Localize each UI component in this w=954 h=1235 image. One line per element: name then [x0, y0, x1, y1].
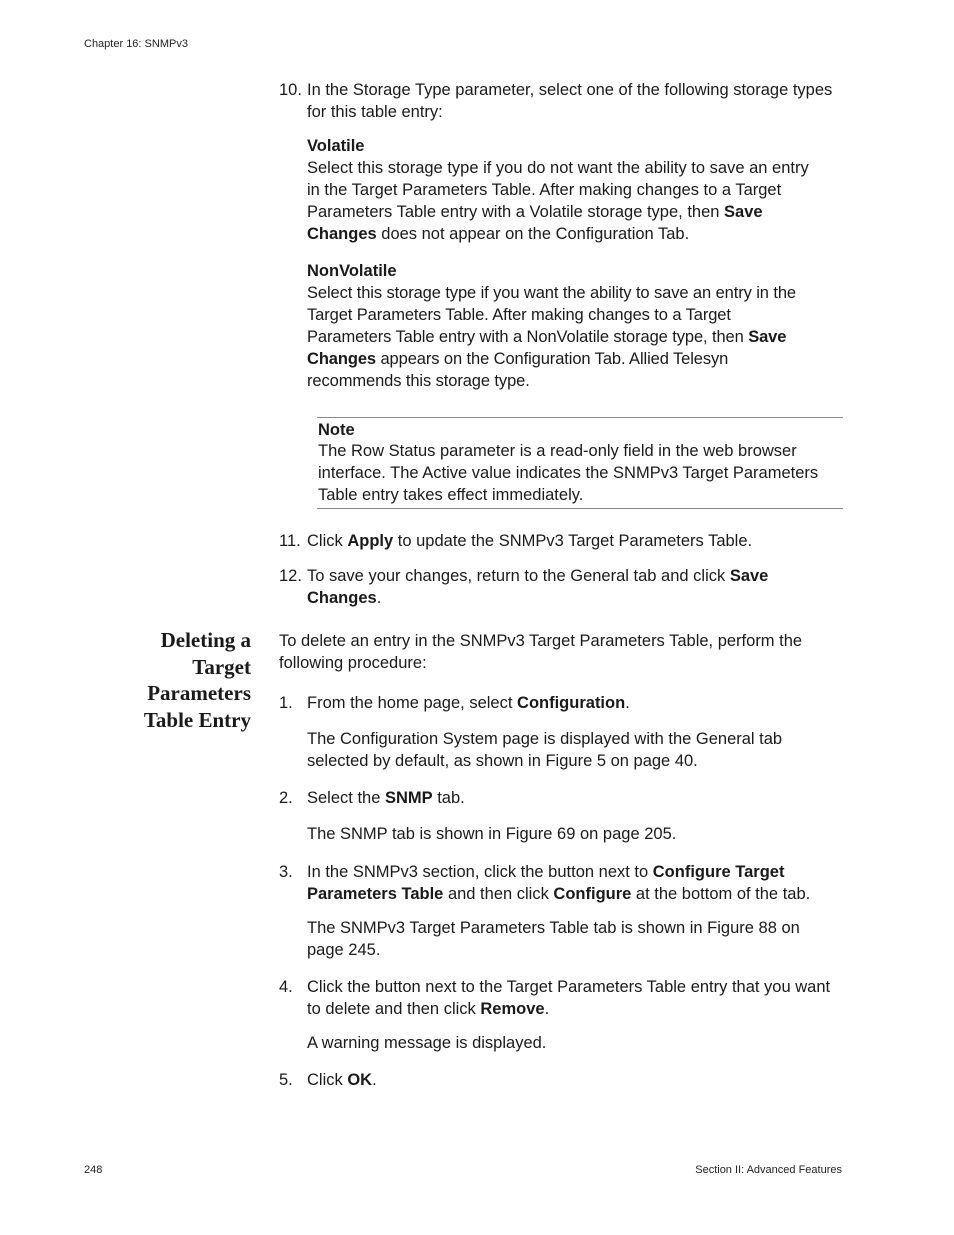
step-11-number: 11. — [279, 532, 301, 550]
page-number: 248 — [84, 1164, 103, 1176]
proc-step-2-result: The SNMP tab is shown in Figure 69 on page 205. — [307, 825, 677, 843]
section-intro: To delete an entry in the SNMPv3 Target Parameters Table, perform the following procedure: — [279, 632, 803, 672]
proc-step-3-number: 3. — [279, 863, 293, 881]
step-12-number: 12. — [279, 567, 302, 585]
note-text: The Row Status parameter is a read-only field in the web browser interface. The Active value indicates the SNMPv3 Target Parameters Table entry takes effect immediately. — [318, 442, 819, 504]
proc-step-1-text: From the home page, select Configuration. — [307, 694, 630, 712]
proc-step-5-number: 5. — [279, 1071, 293, 1089]
proc-step-4-number: 4. — [279, 978, 293, 996]
nonvolatile-description: Select this storage type if you want the ability to save an entry in the Target Parameters Table. After making changes to a Target Parameters Table entry with a NonVolatile storage type, then Save Changes appears on the Configuration Tab. Allied Telesyn recommends this storage type. — [307, 284, 796, 390]
step-10-number: 10. — [279, 81, 302, 99]
volatile-description: Select this storage type if you do not want the ability to save an entry in the Target Parameters Table. After making changes to a Target Parameters Table entry with a Volatile storage type, then Save Changes does not appear on the Configuration Tab. — [307, 159, 809, 243]
step-11-text: Click Apply to update the SNMPv3 Target Parameters Table. — [307, 532, 753, 550]
proc-step-2-text: Select the SNMP tab. — [307, 789, 465, 807]
note-box — [317, 417, 843, 509]
proc-step-1-result: The Configuration System page is displayed with the General tab selected by default, as shown in Figure 5 on page 40. — [307, 730, 783, 770]
proc-step-3-result: The SNMPv3 Target Parameters Table tab is shown in Figure 88 on page 245. — [307, 919, 800, 959]
section-heading: Deleting a Target Parameters Table Entry — [143, 628, 251, 732]
proc-step-5-text: Click OK. — [307, 1071, 377, 1089]
running-footer: Section II: Advanced Features — [695, 1164, 842, 1176]
volatile-title: Volatile — [307, 137, 365, 155]
nonvolatile-title: NonVolatile — [307, 262, 397, 280]
proc-step-4-result: A warning message is displayed. — [307, 1034, 547, 1052]
proc-step-4-text: Click the button next to the Target Parameters Table entry that you want to delete and then click Remove. — [307, 978, 831, 1018]
step-10-text: In the Storage Type parameter, select one of the following storage types for this table entry: — [307, 81, 833, 121]
proc-step-3-text: In the SNMPv3 section, click the button next to Configure Target Parameters Table and then click Configure at the bottom of the tab. — [307, 863, 811, 903]
note-title: Note — [318, 421, 355, 439]
step-12-text: To save your changes, return to the General tab and click Save Changes. — [307, 567, 769, 607]
proc-step-1-number: 1. — [279, 694, 293, 712]
running-header: Chapter 16: SNMPv3 — [84, 38, 188, 50]
proc-step-2-number: 2. — [279, 789, 293, 807]
